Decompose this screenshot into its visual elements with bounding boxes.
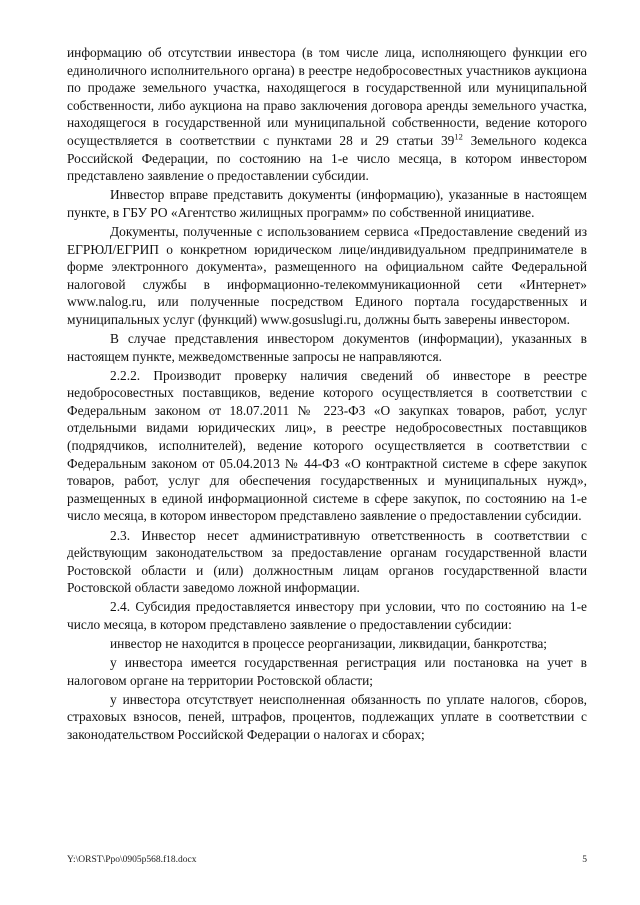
document-body: [67, 44, 587, 744]
condition-tax-registration: у инвестора имеется государственная регистрация или постановка на учет в налоговом органе на территории Ростовской области;: [67, 655, 587, 688]
page-number: 5: [582, 855, 587, 865]
file-path: Y:\ORST\Ppo\0905p568.f18.docx: [67, 855, 197, 865]
paragraph-2-4: 2.4. Субсидия предоставляется инвестору при условии, что по состоянию на 1-е число месяца, в котором представлено заявление о предоставлении субсидии:: [67, 599, 587, 632]
paragraph-optional-documents: Инвестор вправе представить документы (информацию), указанные в настоящем пункте, в ГБУ РО «Агентство жилищных программ» по собственной инициативе.: [67, 187, 587, 220]
superscript-article: 12: [454, 131, 463, 142]
paragraph-2-3: 2.3. Инвестор несет административную ответственность в соответствии с действующим законодательством за предоставление органам государственной власти Ростовской области и (или) должностным лицам органов государственной власти Ростовской области заведомо ложной информации.: [67, 527, 587, 596]
condition-no-reorganization: инвестор не находится в процессе реорганизации, ликвидации, банкротства;: [110, 636, 548, 652]
paragraph-investor-info: [67, 44, 587, 185]
paragraph-2-2-2: 2.2.2. Производит проверку наличия сведений об инвесторе в реестре недобросовестных поставщиков, ведение которого осуществляется в соответствии с Федеральным законом от 18.07.2011 № 223-ФЗ «О закупках товаров, работ, услуг отдельными видами юридических лиц», в реестре недобросовестных поставщиков (подрядчиков, исполнителей), ведение которого осуществляется в соответствии с Федеральным законом от 05.04.2013 № 44-ФЗ «О контрактной системе в сфере закупок товаров, работ, услуг для обеспечения государственных и муниципальных нужд», размещенных в единой информационной системе в сфере закупок, по состоянию на 1-е число месяца, в котором инвестором представлено заявление о предоставлении субсидии.: [67, 367, 587, 524]
paragraph-egrul-service: Документы, полученные с использованием сервиса «Предоставление сведений из ЕГРЮЛ/ЕГРИП о конкретном юридическом лице/индивидуальном предпринимателе в форме электронного документа», размещенного на официальном сайте Федеральной налоговой службы в информационно-телекоммуникационной сети «Интернет» www.nalog.ru, или полученные посредством Единого портала государственных и муниципальных услуг (функций) www.gosuslugi.ru, должны быть заверены инвестором.: [67, 223, 587, 327]
condition-no-tax-debt: у инвестора отсутствует неисполненная обязанность по уплате налогов, сборов, страховых взносов, пеней, штрафов, процентов, подлежащих уплате в соответствии с законодательством Российской Федерации о налогах и сборах;: [67, 691, 587, 743]
paragraph-text: информацию об отсутствии инвестора (в том числе лица, исполняющего функции его единоличного исполнительного органа) в реестре недобросовестных участников аукциона по продаже земельного участка, находящегося в государственной или муниципальной собственности, либо аукциона на право заключения договора аренды земельного участка, находящегося в государственной или муниципальной собственности, ведение которого осуществляется в соответствии с пунктами 28 и 29 статьи 39: [67, 45, 587, 148]
paragraph-text-tail: Земельного кодекса Российской Федерации, по состоянию на 1-е число месяца, в котором инвестором представлено заявление о предоставлении субсидии.: [67, 132, 587, 184]
paragraph-no-requests: В случае представления инвестором документов (информации), указанных в настоящем пункте, межведомственные запросы не направляются.: [67, 331, 587, 364]
